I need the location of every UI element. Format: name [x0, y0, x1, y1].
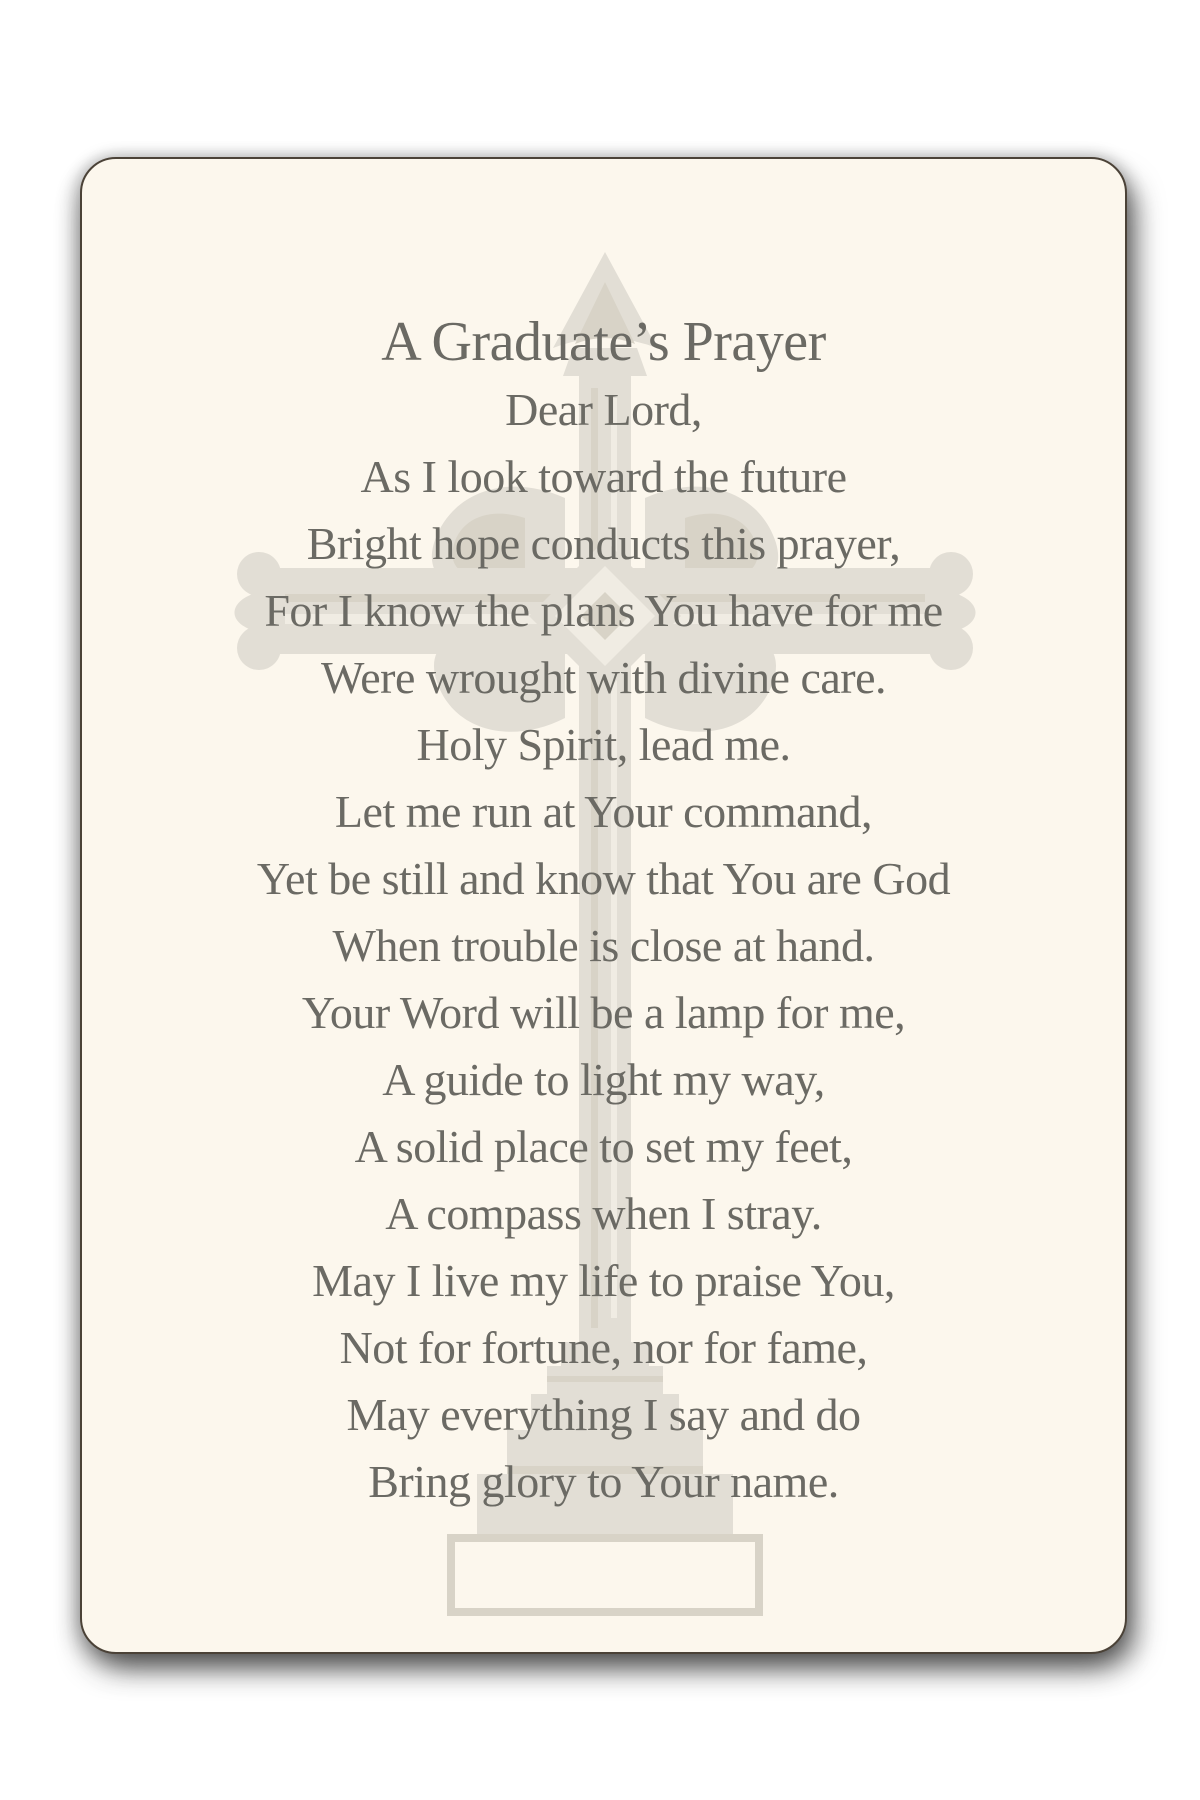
poem-line: Holy Spirit, lead me. [416, 719, 791, 770]
poem-line: Bright hope conducts this prayer, [306, 518, 901, 569]
poem-line: As I look toward the future [360, 451, 847, 502]
poem-line: May everything I say and do [346, 1389, 861, 1440]
poem-line: Bring glory to Your name. [368, 1456, 839, 1507]
poem-line: A solid place to set my feet, [354, 1121, 853, 1172]
poem-line: Were wrought with divine care. [320, 652, 887, 703]
poem-line: Yet be still and know that You are God [256, 853, 951, 904]
poem-line: Let me run at Your command, [334, 786, 873, 837]
poem-line: Not for fortune, nor for fame, [339, 1322, 868, 1373]
poem-line: May I live my life to praise You, [312, 1255, 895, 1306]
prayer-title: A Graduate’s Prayer [381, 311, 826, 373]
poem-line: Dear Lord, [505, 384, 702, 435]
prayer-card [80, 157, 1127, 1654]
poem-line: Your Word will be a lamp for me, [301, 987, 906, 1038]
poem-line: When trouble is close at hand. [332, 920, 875, 971]
poem-line: For I know the plans You have for me [264, 585, 943, 636]
poem-line: A compass when I stray. [385, 1188, 822, 1239]
poem-line: A guide to light my way, [382, 1054, 825, 1105]
prayer-text-block [82, 309, 1125, 1515]
